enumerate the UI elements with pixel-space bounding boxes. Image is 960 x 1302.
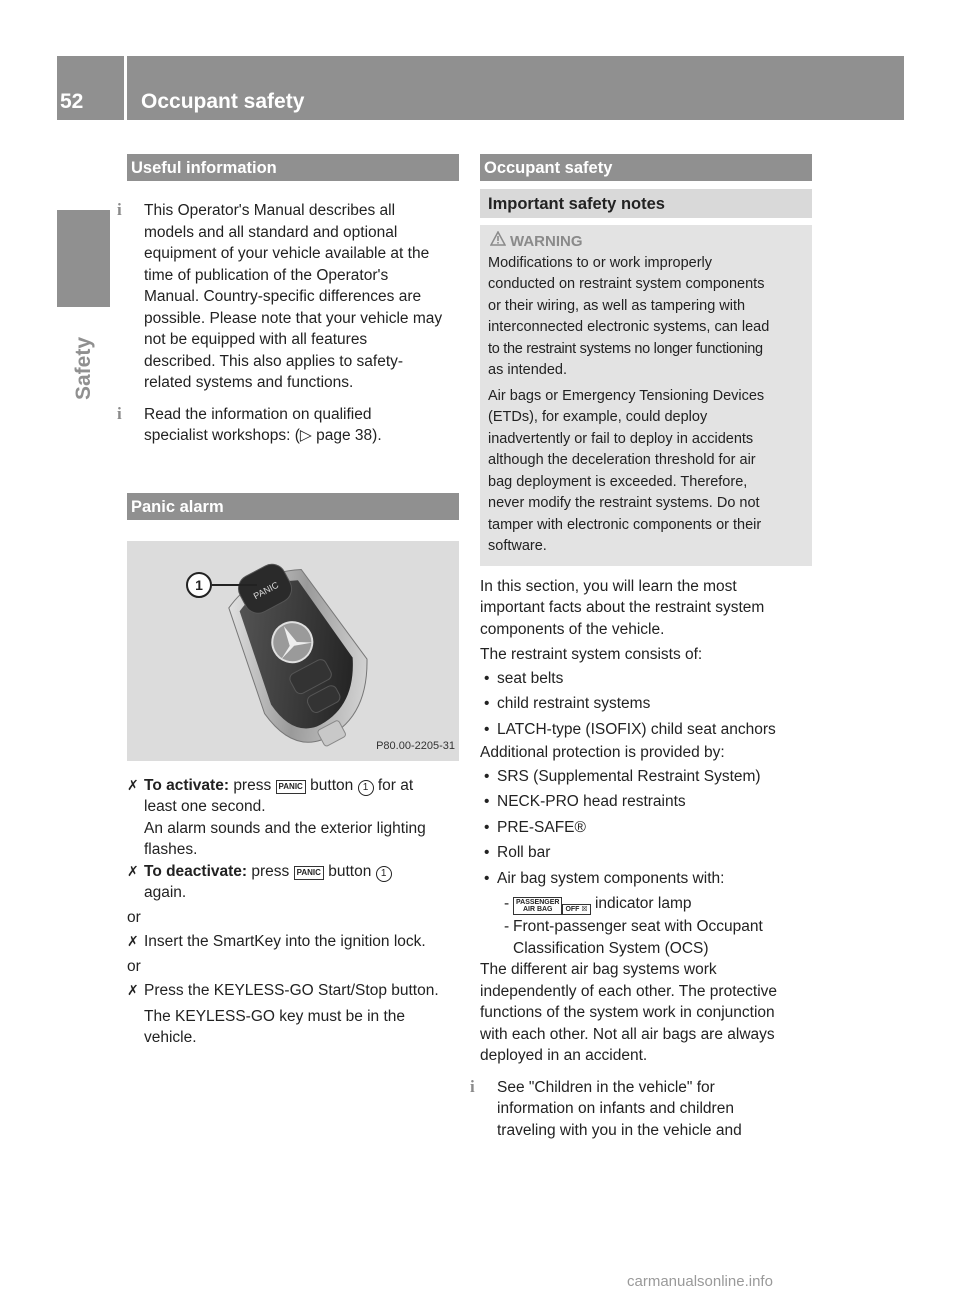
page-title: Occupant safety [141, 90, 305, 113]
deactivate-label: To deactivate: [144, 862, 248, 880]
occupant-safety-heading: Occupant safety [480, 154, 812, 181]
warning-title-row [488, 231, 804, 253]
independent-line: functions of the system work in conjunction [480, 1004, 775, 1021]
lamp-symbol-top: PASSENGER [516, 899, 560, 906]
list-item: • seat belts [480, 666, 812, 692]
watermark-site[interactable]: carmanualsonline.info [627, 1273, 773, 1290]
callout-1-icon: 1 [376, 866, 392, 882]
warning-line: (ETDs), for example, could deploy [488, 409, 708, 425]
info-note-children [470, 1076, 812, 1142]
callout-1: 1 [195, 576, 203, 593]
independent-line: with each other. Not all air bags are always [480, 1025, 775, 1043]
deactivate-line: again. [144, 884, 187, 901]
arrow-x-icon: ✗ [127, 776, 139, 793]
list-item: • Air bag system components with: [480, 866, 812, 892]
sub-item-text: indicator lamp [594, 895, 692, 912]
warning-line: Air bags or Emergency Tensioning Devices [488, 387, 765, 404]
deactivate-press: press [251, 862, 290, 880]
info-line: possible. Please note that your vehicle may [144, 309, 443, 327]
activate-line: least one second. [144, 798, 266, 815]
warning-line: inadvertently or fail to deploy in accidents [488, 430, 754, 447]
intro-line: components of the vehicle. [480, 620, 665, 638]
warning-line: or their wiring, as well as tampering with [488, 297, 746, 314]
info-line: Manual. Country-specific differences are [144, 288, 422, 305]
warning-line: Modifications to or work improperly [488, 254, 713, 271]
info-line: models and all standard and optional [144, 223, 398, 241]
info-line: related systems and functions. [144, 374, 354, 391]
info-line: time of publication of the Operator's [144, 266, 389, 284]
info-line: equipment of your vehicle available at the [144, 245, 430, 262]
warning-line: as intended. [488, 362, 568, 378]
sub-item-ocs [480, 916, 812, 959]
figure-code: P80.00-2205-31 [376, 740, 455, 752]
info-line: This Operator's Manual describes all [144, 202, 396, 219]
activate-line: flashes. [144, 841, 198, 858]
header-divider [124, 56, 127, 120]
info-note-workshops [117, 403, 459, 447]
info-line: information on infants and children [497, 1100, 734, 1117]
warning-triangle-icon [490, 231, 506, 247]
info-icon: i [470, 1076, 475, 1096]
deactivate-text: button [328, 862, 372, 880]
insert-line: Insert the SmartKey into the ignition lock. [144, 933, 426, 950]
info-note-operators-manual [117, 200, 459, 394]
list-item: • SRS (Supplemental Restraint System) [480, 764, 812, 790]
airbag-off-icon: OFF ☒ [562, 904, 590, 915]
list-item: • NECK-PRO head restraints [480, 789, 812, 815]
info-icon: i [117, 403, 122, 423]
info-line[interactable]: specialist workshops: (▷ page 38). [144, 427, 382, 444]
consists-label: The restraint system consists of: [480, 646, 703, 663]
independent-line: deployed in an accident. [480, 1047, 648, 1064]
panic-button-label: PANIC [251, 579, 281, 601]
important-safety-notes-heading: Important safety notes [480, 189, 812, 218]
page-number: 52 [60, 90, 84, 113]
list-item: • Roll bar [480, 840, 812, 866]
activate-tail: for at [377, 776, 414, 794]
intro-line: important facts about the restraint system [480, 599, 765, 616]
warning-line: tamper with electronic components or their [488, 516, 762, 533]
warning-line: never modify the restraint systems. Do not [488, 495, 760, 511]
smartkey-figure [127, 541, 459, 761]
sub-item-indicator-lamp [480, 891, 812, 916]
arrow-x-icon: ✗ [127, 933, 139, 949]
dash-marker: - [504, 895, 510, 912]
info-line: traveling with you in the vehicle and [497, 1121, 742, 1139]
consists-list [480, 666, 812, 743]
panic-key-icon: PANIC [294, 866, 324, 880]
step-deactivate [127, 861, 459, 904]
list-item: • PRE-SAFE® [480, 815, 812, 841]
info-icon: i [117, 200, 122, 219]
useful-information-heading: Useful information [127, 154, 459, 181]
list-item: • child restraint systems [480, 691, 812, 717]
right-column [470, 154, 812, 1141]
panic-key-icon: PANIC [276, 780, 306, 794]
arrow-x-icon: ✗ [127, 862, 139, 879]
dash-marker: - [504, 918, 510, 935]
independent-line: The different air bag systems work [480, 961, 717, 978]
info-line: not be equipped with all features [144, 331, 368, 348]
smartkey-illustration [127, 541, 459, 761]
warning-line: to the restraint systems no longer functioning [488, 340, 763, 357]
sub-item-text: Front-passenger seat with Occupant [513, 918, 763, 935]
panic-alarm-heading: Panic alarm [127, 493, 459, 520]
info-line: Read the information on qualified [144, 405, 372, 423]
press-line: Press the KEYLESS-GO Start/Stop button. [144, 982, 439, 999]
side-tab-label-wrap [58, 310, 118, 410]
additional-list [480, 764, 812, 892]
info-line: See "Children in the vehicle" for [497, 1078, 715, 1096]
step-insert-key [127, 931, 459, 953]
step-activate [127, 775, 459, 861]
warning-line: conducted on restraint system components [488, 276, 765, 292]
lamp-symbol-off: OFF [565, 906, 580, 913]
warning-line: interconnected electronic systems, can lead [488, 319, 770, 335]
independent-line: independently of each other. The protective [480, 982, 778, 1000]
warning-box [480, 225, 812, 566]
list-item: • LATCH-type (ISOFIX) child seat anchors [480, 717, 812, 743]
or-text: or [127, 908, 141, 926]
passenger-airbag-off-lamp-icon [513, 897, 562, 915]
keyless-line: The KEYLESS-GO key must be in the [144, 1007, 406, 1025]
activate-press: press [233, 776, 272, 794]
lamp-symbol-bottom: AIR BAG [522, 906, 553, 913]
activate-text: button [310, 776, 354, 794]
keyless-line: vehicle. [144, 1029, 197, 1046]
activate-label: To activate: [144, 776, 229, 794]
step-press-start-stop [127, 980, 459, 1049]
warning-title: WARNING [510, 233, 583, 250]
left-column [117, 154, 459, 1049]
or-text: or [127, 957, 141, 975]
warning-line: although the deceleration threshold for air [488, 452, 756, 468]
activate-line: An alarm sounds and the exterior lighting [144, 819, 426, 837]
intro-line: In this section, you will learn the most [480, 577, 737, 595]
warning-line: software. [488, 538, 547, 554]
warning-line: bag deployment is exceeded. Therefore, [488, 473, 748, 490]
side-tab-label: Safety [72, 336, 95, 400]
callout-1-icon: 1 [358, 780, 374, 796]
arrow-x-icon: ✗ [127, 982, 139, 998]
additional-label: Additional protection is provided by: [480, 744, 725, 761]
sub-item-text: Classification System (OCS) [513, 939, 709, 957]
side-tab-marker [57, 210, 110, 307]
info-line: described. This also applies to safety- [144, 352, 404, 370]
